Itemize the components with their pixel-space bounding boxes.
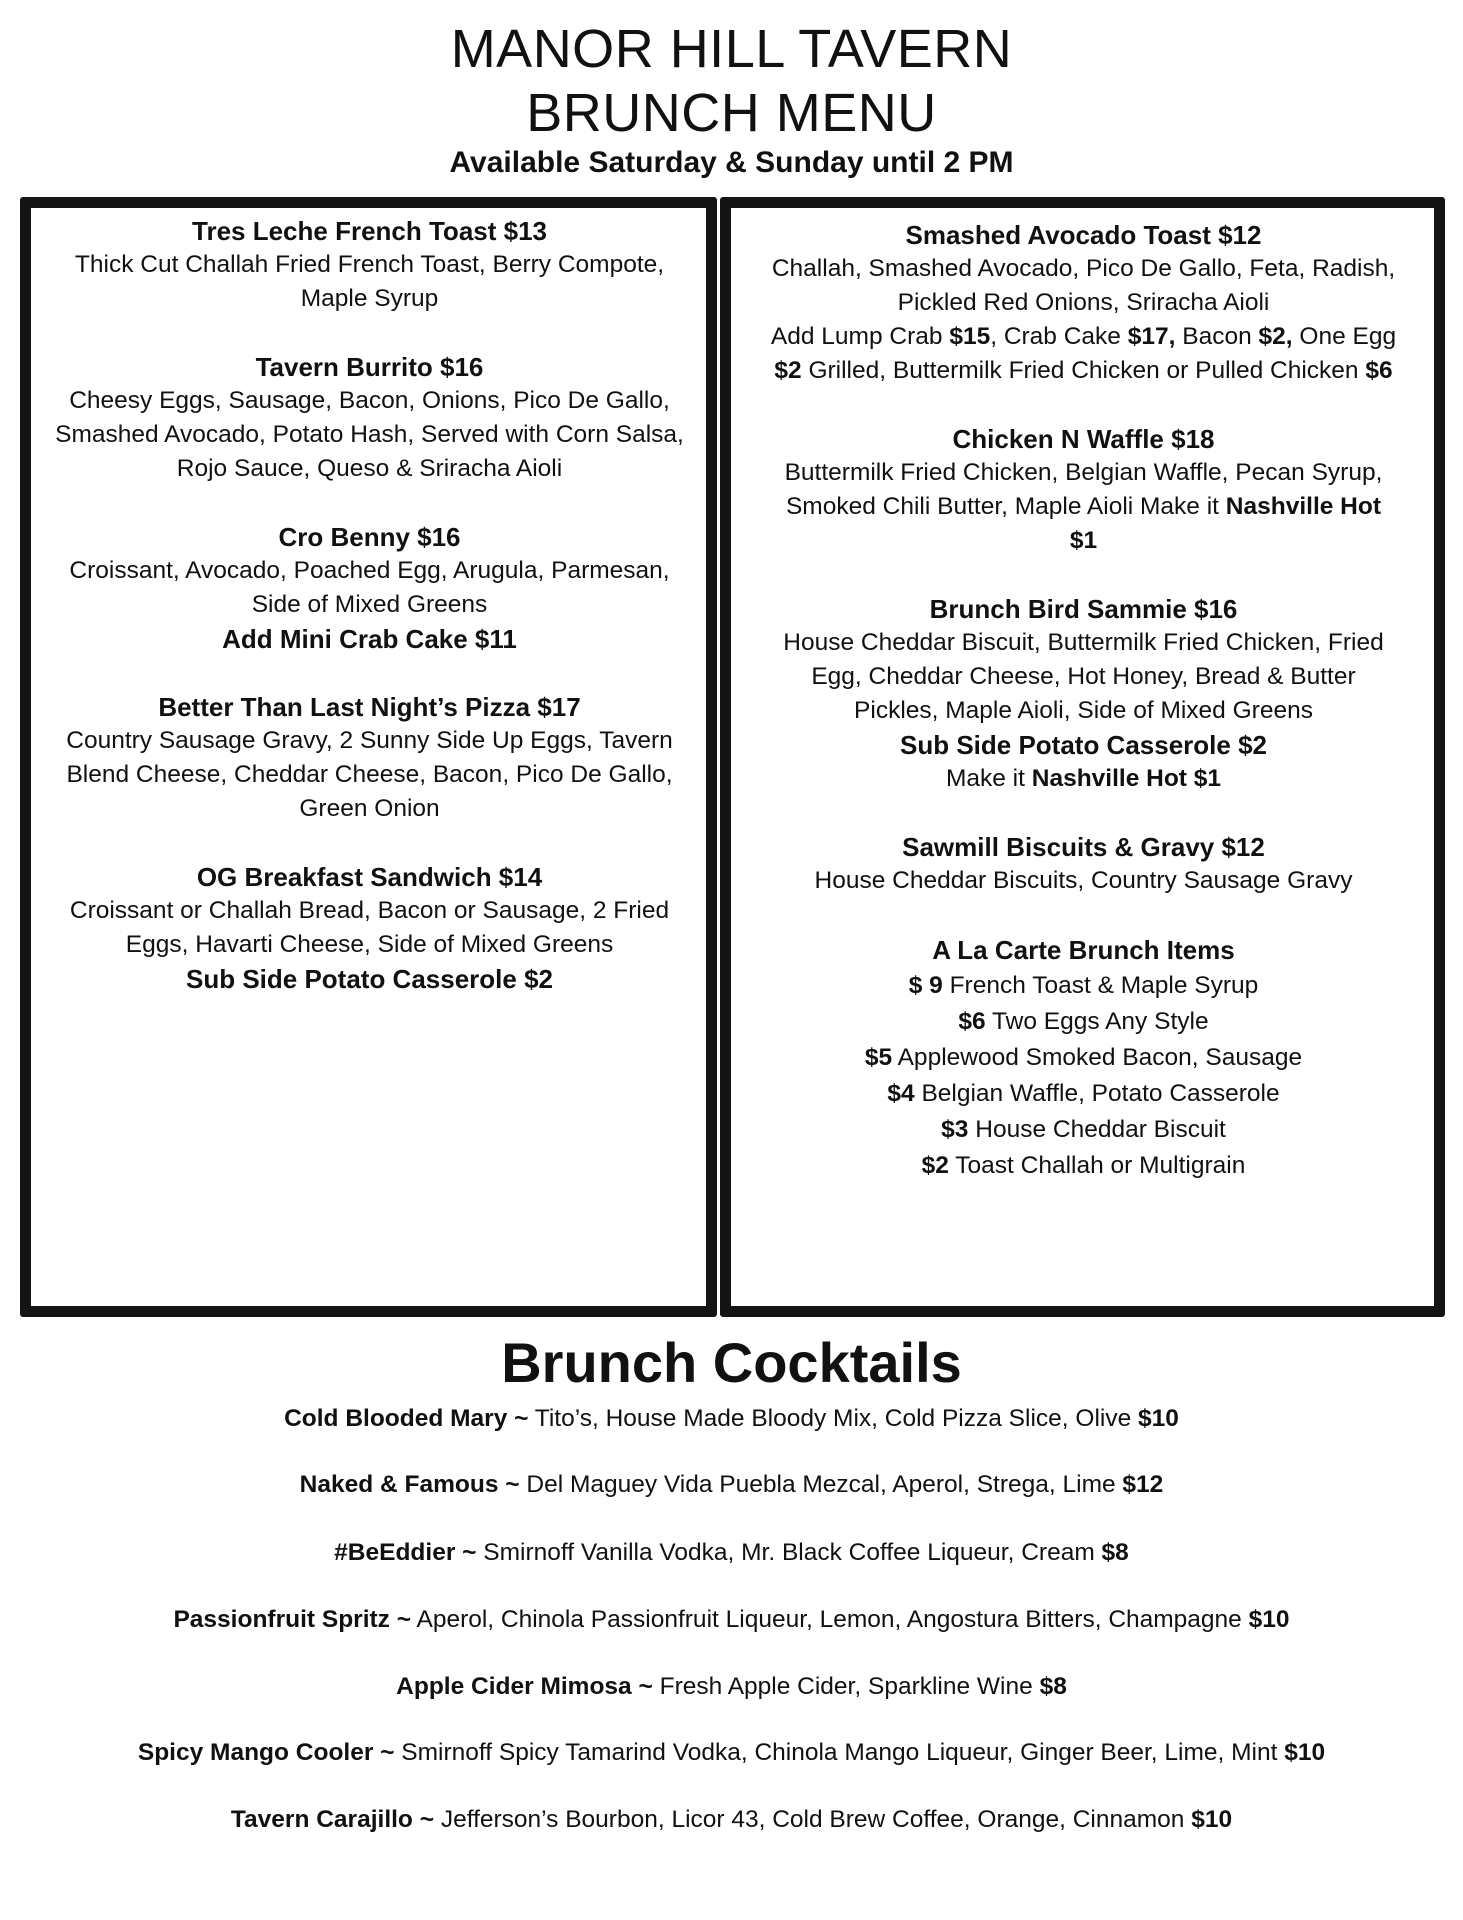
cocktail-item: Tavern Carajillo ~ Jefferson’s Bourbon, Licor 43, Cold Brew Coffee, Orange, Cinnamon $10 (230, 1806, 1233, 1833)
alacarte-heading: A La Carte Brunch Items (932, 935, 1235, 965)
menu-item (742, 830, 1425, 898)
menu-item-desc: Buttermilk Fried Chicken, Belgian Waffle, Pecan Syrup, (784, 459, 1383, 486)
alacarte-item: $3 House Cheddar Biscuit (941, 1116, 1226, 1143)
menu-item (42, 214, 697, 316)
cocktail-item: Apple Cider Mimosa ~ Fresh Apple Cider, Sparkline Wine $8 (396, 1673, 1067, 1700)
alacarte-section (742, 932, 1425, 1184)
menu-item (742, 592, 1425, 796)
cocktails-heading: Brunch Cocktails (501, 1331, 962, 1394)
menu-item-desc: Challah, Smashed Avocado, Pico De Gallo, Feta, Radish, (771, 255, 1396, 282)
alacarte-item: $5 Applewood Smoked Bacon, Sausage (864, 1044, 1303, 1071)
menu-item-addons: Add Lump Crab $15, Crab Cake $17, Bacon $2, One Egg (770, 323, 1397, 350)
menu-item-addon: Make it Nashville Hot $1 (945, 765, 1222, 792)
menu-item-desc: Pickled Red Onions, Sriracha Aioli (897, 289, 1270, 316)
menu-item-name: OG Breakfast Sandwich $14 (196, 862, 543, 892)
menu-item-addons: $2 Grilled, Buttermilk Fried Chicken or Pulled Chicken $6 (774, 357, 1393, 384)
menu-item-name: Sawmill Biscuits & Gravy $12 (902, 832, 1265, 862)
menu-item-desc: Smoked Chili Butter, Maple Aioli Make it Nashville Hot (785, 493, 1382, 520)
cocktail-item: #BeEddier ~ Smirnoff Vanilla Vodka, Mr. Black Coffee Liqueur, Cream $8 (334, 1539, 1129, 1566)
cocktail-item: Naked & Famous ~ Del Maguey Vida Puebla Mezcal, Aperol, Strega, Lime $12 (299, 1471, 1164, 1498)
menu-item-name: Tavern Burrito $16 (255, 352, 484, 382)
menu-item-price: $1 (1069, 527, 1098, 554)
alacarte-item: $6 Two Eggs Any Style (958, 1008, 1209, 1035)
menu-item-desc: Green Onion (299, 795, 440, 822)
menu-item-addon: Sub Side Potato Casserole $2 (185, 964, 553, 994)
menu-item-desc: Cheesy Eggs, Sausage, Bacon, Onions, Pico De Gallo, (69, 387, 670, 414)
menu-item-desc: Blend Cheese, Cheddar Cheese, Bacon, Pico De Gallo, (66, 761, 673, 788)
menu-item (742, 422, 1425, 558)
cocktail-item: Spicy Mango Cooler ~ Smirnoff Spicy Tamarind Vodka, Chinola Mango Liqueur, Ginger Beer, Lime, Mint $10 (137, 1739, 1326, 1766)
menu-item-name: Better Than Last Night’s Pizza $17 (158, 692, 581, 722)
menu-item-desc: Croissant, Avocado, Poached Egg, Arugula, Parmesan, (69, 557, 670, 584)
alacarte-item: $ 9 French Toast & Maple Syrup (908, 972, 1259, 999)
right-menu-column (742, 218, 1425, 1218)
alacarte-item: $2 Toast Challah or Multigrain (921, 1152, 1246, 1179)
availability-note: Available Saturday & Sunday until 2 PM (449, 146, 1014, 179)
menu-item-desc: Croissant or Challah Bread, Bacon or Sausage, 2 Fried (69, 897, 670, 924)
menu-item-desc: House Cheddar Biscuit, Buttermilk Fried Chicken, Fried (783, 629, 1384, 656)
menu-item-name: Chicken N Waffle $18 (952, 424, 1215, 454)
menu-item-desc: House Cheddar Biscuits, Country Sausage Gravy (814, 867, 1353, 894)
menu-item-desc: Side of Mixed Greens (251, 591, 488, 618)
menu-title: BRUNCH MENU (526, 83, 937, 143)
menu-item (42, 520, 697, 656)
cocktail-item: Cold Blooded Mary ~ Tito’s, House Made Bloody Mix, Cold Pizza Slice, Olive $10 (284, 1405, 1179, 1432)
menu-item (42, 350, 697, 486)
menu-item-name: Brunch Bird Sammie $16 (929, 594, 1238, 624)
menu-item-name: Cro Benny $16 (278, 522, 461, 552)
alacarte-item: $4 Belgian Waffle, Potato Casserole (887, 1080, 1280, 1107)
menu-item-desc: Smashed Avocado, Potato Hash, Served with Corn Salsa, (55, 421, 684, 448)
menu-item-name: Smashed Avocado Toast $12 (905, 220, 1262, 250)
menu-item-desc: Thick Cut Challah Fried French Toast, Berry Compote, (74, 251, 665, 278)
menu-item-desc: Rojo Sauce, Queso & Sriracha Aioli (176, 455, 563, 482)
restaurant-title: MANOR HILL TAVERN (450, 19, 1013, 79)
menu-item-addon: Add Mini Crab Cake $11 (222, 624, 517, 654)
menu-item-desc: Maple Syrup (300, 285, 439, 312)
menu-item-desc: Egg, Cheddar Cheese, Hot Honey, Bread & Butter (811, 663, 1356, 690)
menu-item (742, 218, 1425, 388)
menu-item-addon: Sub Side Potato Casserole $2 (899, 730, 1267, 760)
left-menu-column (42, 214, 697, 1030)
menu-item (42, 690, 697, 826)
menu-item-desc: Eggs, Havarti Cheese, Side of Mixed Greens (125, 931, 614, 958)
menu-item (42, 860, 697, 996)
menu-item-desc: Country Sausage Gravy, 2 Sunny Side Up Eggs, Tavern (66, 727, 673, 754)
menu-item-name: Tres Leche French Toast $13 (192, 216, 547, 246)
menu-item-desc: Pickles, Maple Aioli, Side of Mixed Greens (854, 697, 1313, 724)
cocktail-item: Passionfruit Spritz ~ Aperol, Chinola Passionfruit Liqueur, Lemon, Angostura Bitters, Champagne $10 (173, 1606, 1290, 1633)
